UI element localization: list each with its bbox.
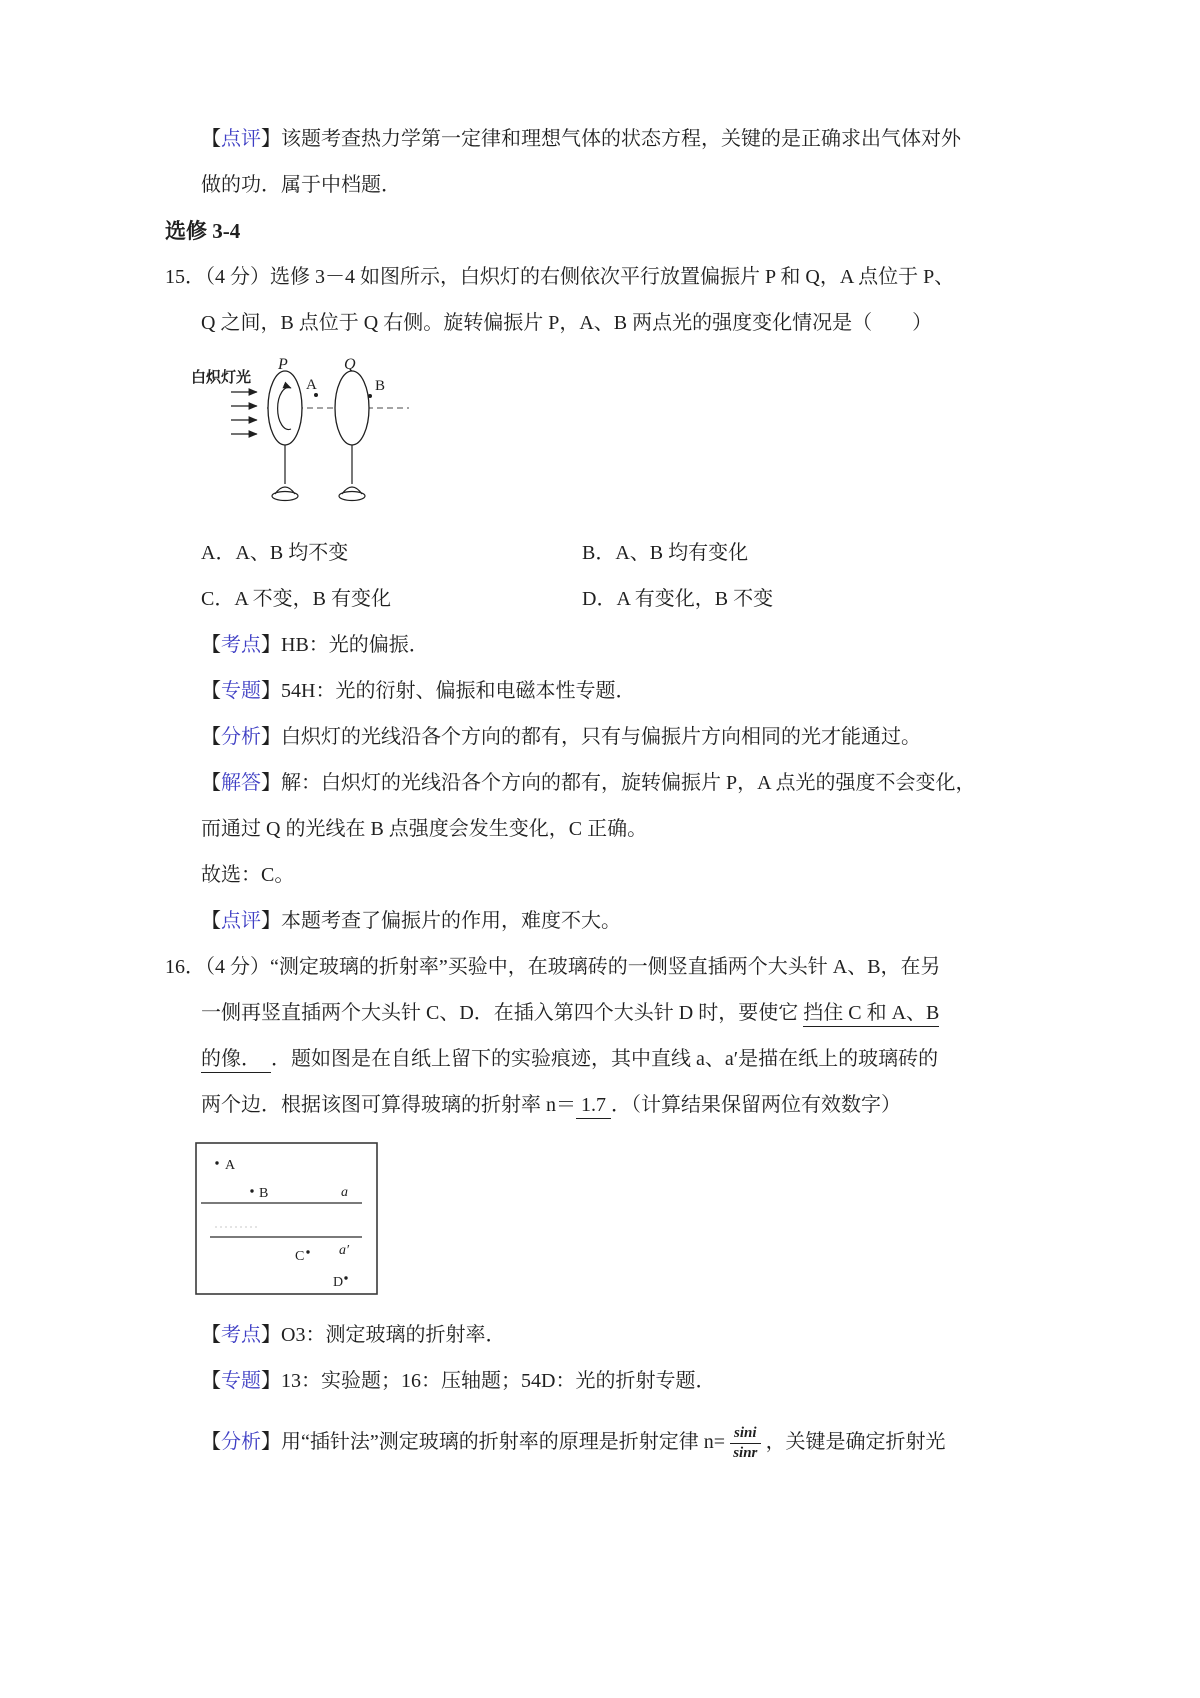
q16-answer-blank-1: 挡住 C 和 A、B bbox=[803, 1002, 939, 1027]
q16-text: 一侧再竖直插两个大头针 C、D．在插入第四个大头针 D 时，要使它 bbox=[201, 1002, 804, 1024]
pin-a-dot bbox=[215, 1161, 218, 1164]
fraction-sini-sinr bbox=[727, 1425, 764, 1463]
fenxi-tag-label: 分析 bbox=[221, 1431, 261, 1453]
polarizer-q-disc bbox=[335, 371, 369, 445]
refraction-diagram bbox=[195, 1142, 379, 1296]
zhuanti-tag-label: 专题 bbox=[221, 1370, 261, 1392]
pin-c-label: C bbox=[295, 1249, 305, 1264]
kaodian-text: HB：光的偏振． bbox=[281, 634, 429, 656]
kaodian-tag-label: 考点 bbox=[221, 634, 261, 656]
question-16-line-2 bbox=[165, 990, 1050, 1036]
pin-d-dot bbox=[344, 1276, 347, 1279]
bracket-open: 【 bbox=[201, 772, 221, 794]
q16-text: ．（计算结果保留两位有效数字） bbox=[611, 1094, 901, 1116]
zhuanti-tag-label: 专题 bbox=[221, 680, 261, 702]
fenxi-tag-label: 分析 bbox=[221, 726, 261, 748]
bracket-open: 【 bbox=[201, 680, 221, 702]
pin-c-dot bbox=[306, 1250, 309, 1253]
question-16-line-1: 16．（4 分）“测定玻璃的折射率”买验中，在玻璃砖的一侧竖直插两个大头针 A、B，在另 bbox=[165, 956, 941, 978]
bracket-close: 】 bbox=[261, 772, 281, 794]
pin-d-label: D bbox=[333, 1275, 344, 1290]
jieda-tag-label: 解答 bbox=[221, 772, 261, 794]
fenxi-text-continued: ，关键是确定折射光 bbox=[765, 1431, 946, 1453]
zhuanti-text: 13：实验题；16：压轴题；54D：光的折射专题． bbox=[281, 1370, 716, 1392]
dianping-text: 本题考查了偏振片的作用，难度不大。 bbox=[281, 910, 621, 932]
q15-fenxi-line bbox=[165, 714, 1050, 760]
option-d: D．A 有变化，B 不变 bbox=[582, 588, 774, 610]
polarizer-p-label: P bbox=[278, 358, 288, 373]
option-b: B．A、B 均有变化 bbox=[582, 542, 749, 564]
question-15-line-1: 15．（4 分）选修 3－4 如图所示，白炽灯的右侧依次平行放置偏振片 P 和 Q，A 点位于 P、 bbox=[165, 266, 955, 288]
bracket-close: 】 bbox=[261, 634, 281, 656]
answer-text: 故选：C。 bbox=[201, 864, 295, 886]
bracket-close: 】 bbox=[261, 680, 281, 702]
bracket-close: 】 bbox=[261, 1431, 281, 1453]
q16-answer-blank-1-continued: 的像． bbox=[201, 1048, 271, 1073]
question-16-line-4 bbox=[165, 1082, 1050, 1128]
polarizer-q-label: Q bbox=[344, 358, 356, 373]
q15-kaodian-line bbox=[165, 622, 1050, 668]
polarizer-diagram bbox=[187, 358, 423, 510]
point-a-label: A bbox=[306, 377, 317, 393]
zhuanti-text: 54H：光的衍射、偏振和电磁本性专题． bbox=[281, 680, 636, 702]
polarizer-p-stand bbox=[272, 445, 298, 501]
fenxi-text: 白炽灯的光线沿各个方向的都有，只有与偏振片方向相同的光才能通过。 bbox=[281, 726, 921, 748]
jieda-text-continued: 而通过 Q 的光线在 B 点强度会发生变化，C 正确。 bbox=[201, 818, 648, 840]
pin-b-label: B bbox=[259, 1186, 269, 1201]
glass-edge-a-label: a bbox=[341, 1185, 348, 1200]
bracket-open: 【 bbox=[201, 128, 221, 150]
point-b-dot bbox=[368, 394, 372, 398]
bracket-open: 【 bbox=[201, 726, 221, 748]
bracket-close: 】 bbox=[261, 910, 281, 932]
question-16-line-3 bbox=[165, 1036, 1050, 1082]
dianping-tag-label: 点评 bbox=[221, 910, 261, 932]
polarizer-diagram-container bbox=[187, 358, 1050, 516]
bracket-open: 【 bbox=[201, 910, 221, 932]
q16-fenxi-line bbox=[165, 1414, 1050, 1470]
q16-kaodian-line bbox=[165, 1312, 1050, 1358]
bracket-open: 【 bbox=[201, 634, 221, 656]
bracket-close: 】 bbox=[261, 1324, 281, 1346]
q16-zhuanti-line bbox=[165, 1358, 1050, 1404]
bracket-open: 【 bbox=[201, 1431, 221, 1453]
option-a: A．A、B 均不变 bbox=[201, 542, 349, 564]
diagram-border bbox=[196, 1143, 377, 1294]
q16-text: 两个边．根据该图可算得玻璃的折射率 n＝ bbox=[201, 1094, 576, 1116]
kaodian-text: O3：测定玻璃的折射率． bbox=[281, 1324, 506, 1346]
pin-a-label: A bbox=[225, 1158, 236, 1173]
option-c: C．A 不变，B 有变化 bbox=[201, 588, 392, 610]
bracket-close: 】 bbox=[261, 726, 281, 748]
q15-zhuanti-line bbox=[165, 668, 1050, 714]
point-a-dot bbox=[314, 393, 318, 397]
section-heading: 选修 3-4 bbox=[165, 219, 241, 243]
polarizer-q-stand bbox=[339, 445, 365, 501]
bracket-open: 【 bbox=[201, 1370, 221, 1392]
kaodian-tag-label: 考点 bbox=[221, 1324, 261, 1346]
bracket-close: 】 bbox=[261, 128, 281, 150]
bracket-open: 【 bbox=[201, 1324, 221, 1346]
top-review-line-2 bbox=[165, 162, 1050, 208]
q16-text: ．题如图是在自纸上留下的实验痕迹，其中直线 a、a′是描在纸上的玻璃砖的 bbox=[271, 1048, 939, 1070]
fraction-numerator: sini bbox=[730, 1425, 761, 1444]
review-text: 该题考查热力学第一定律和理想气体的状态方程，关键的是正确求出气体对外 bbox=[281, 128, 961, 150]
options-row-1 bbox=[165, 530, 1050, 576]
lamp-light-label: 白炽灯光 bbox=[191, 370, 252, 386]
question-15-line-2: Q 之间，B 点位于 Q 右侧。旋转偏振片 P，A、B 两点光的强度变化情况是（ ） bbox=[201, 312, 933, 334]
point-b-label: B bbox=[375, 378, 386, 394]
jieda-text: 解：白炽灯的光线沿各个方向的都有，旋转偏振片 P，A 点光的强度不会变化， bbox=[281, 772, 976, 794]
q15-dianping-line bbox=[165, 898, 1050, 944]
fraction-denominator: sinr bbox=[733, 1444, 758, 1461]
top-review-line-1 bbox=[165, 116, 1050, 162]
fenxi-text: 用“插针法”测定玻璃的折射率的原理是折射定律 n= bbox=[281, 1431, 726, 1453]
q15-jieda-line-2 bbox=[165, 806, 1050, 852]
q16-answer-blank-2: 1.7 bbox=[576, 1094, 611, 1119]
q15-jieda-line-1 bbox=[165, 760, 1050, 806]
refraction-diagram-container bbox=[195, 1142, 1050, 1302]
options-row-2 bbox=[165, 576, 1050, 622]
light-arrows-icon bbox=[231, 392, 257, 434]
glass-edge-a-prime-label: a′ bbox=[339, 1243, 350, 1258]
polarizer-p-disc bbox=[268, 371, 302, 445]
bracket-close: 】 bbox=[261, 1370, 281, 1392]
q15-answer-line bbox=[165, 852, 1050, 898]
review-tag-label: 点评 bbox=[221, 128, 261, 150]
review-text-continued: 做的功．属于中档题． bbox=[201, 174, 401, 196]
pin-b-dot bbox=[250, 1189, 253, 1192]
